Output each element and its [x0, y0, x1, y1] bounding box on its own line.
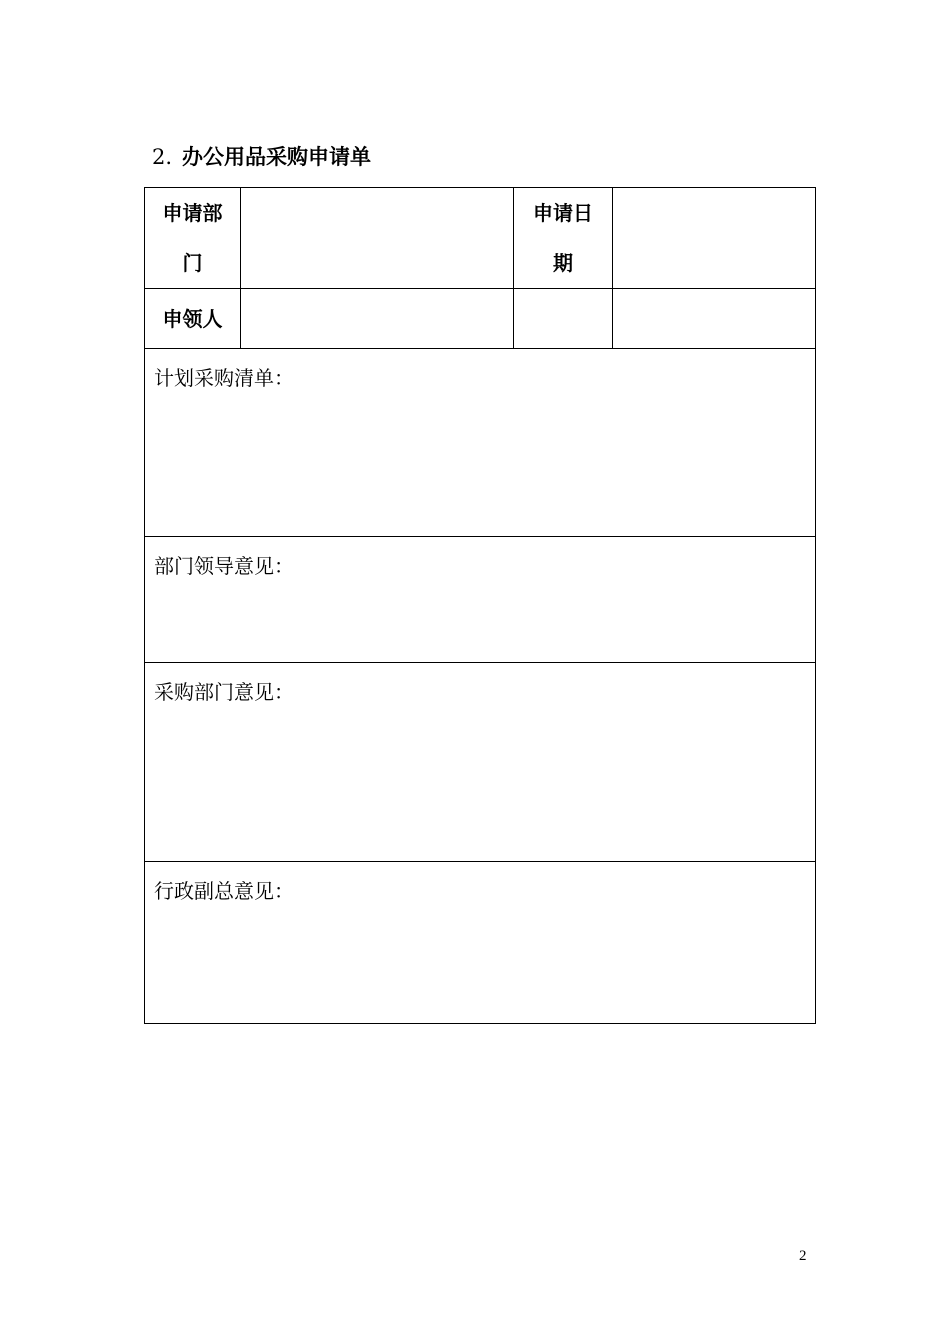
purchase-list-label: 计划采购清单：	[154, 366, 294, 390]
form-row-department-date	[145, 188, 816, 289]
department-label-line1: 申请部	[162, 201, 223, 225]
department-label-line2: 门	[182, 251, 203, 275]
dept-leader-opinion-label: 部门领导意见：	[154, 554, 294, 578]
page-title	[152, 142, 371, 172]
title-text: 办公用品采购申请单	[182, 145, 372, 169]
form-row-applicant	[145, 289, 816, 349]
date-label-cell	[514, 188, 613, 289]
admin-vp-opinion-cell[interactable]	[145, 862, 816, 1024]
purchase-dept-opinion-label: 采购部门意见：	[154, 680, 294, 704]
form-row-purchase-dept	[145, 663, 816, 862]
section-number: 2.	[152, 145, 173, 169]
applicant-input-cell[interactable]	[241, 289, 514, 349]
applicant-extra-cell-2[interactable]	[613, 289, 816, 349]
form-row-purchase-list	[145, 349, 816, 537]
applicant-extra-cell-1[interactable]	[514, 289, 613, 349]
applicant-label-cell	[145, 289, 241, 349]
date-label-line1: 申请日	[533, 201, 593, 225]
department-label-cell	[145, 188, 241, 289]
applicant-label: 申领人	[162, 306, 223, 331]
date-input-cell[interactable]	[613, 188, 816, 289]
department-input-cell[interactable]	[241, 188, 514, 289]
date-label-line2: 期	[553, 251, 573, 275]
purchase-request-form	[144, 187, 816, 1024]
admin-vp-opinion-label: 行政副总意见：	[154, 879, 294, 903]
page-number: 2	[799, 1248, 807, 1264]
form-row-dept-leader	[145, 537, 816, 663]
form-row-admin-vp	[145, 862, 816, 1024]
dept-leader-opinion-cell[interactable]	[145, 537, 816, 663]
purchase-list-cell[interactable]	[145, 349, 816, 537]
purchase-dept-opinion-cell[interactable]	[145, 663, 816, 862]
